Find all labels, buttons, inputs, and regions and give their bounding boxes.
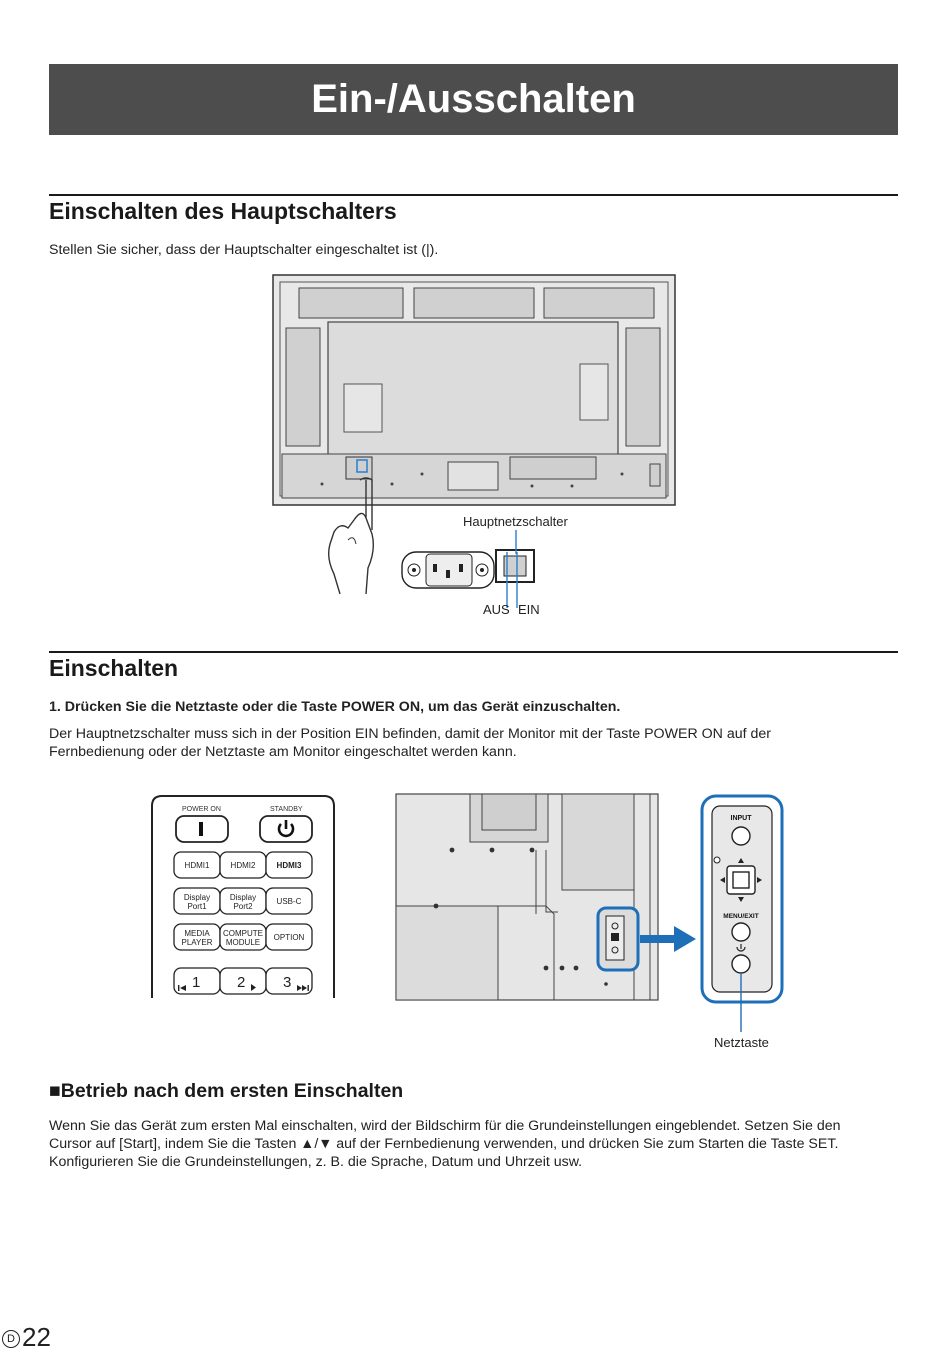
remote-btn-compute-line2: MODULE: [225, 938, 261, 947]
label-power-key: Netztaste: [714, 1035, 769, 1050]
page-letter: D: [2, 1330, 20, 1348]
page-number-value: 22: [22, 1322, 51, 1352]
remote-btn-1: 1: [192, 974, 201, 991]
remote-btn-usbc: USB-C: [276, 897, 302, 906]
page-title: Ein-/Ausschalten: [311, 77, 636, 121]
label-main-switch: Hauptnetzschalter: [463, 514, 568, 529]
section-heading: ■Betrieb nach dem ersten Einschalten: [49, 1080, 404, 1102]
label-off: AUS: [483, 602, 510, 617]
page-title-banner: [49, 64, 898, 135]
arrow-right-icon: [640, 924, 698, 954]
section-text-line: Konfigurieren Sie die Grundeinstellungen, z. B. die Sprache, Datum und Uhrzeit usw.: [49, 1154, 583, 1170]
switch-pointer-line: [514, 530, 518, 554]
remote-btn-3: 3: [283, 974, 292, 991]
remote-label-power-on: POWER ON: [182, 806, 221, 813]
monitor-back-illustration: [272, 274, 677, 508]
panel-label-menu: MENU/EXIT: [723, 913, 759, 920]
hand-pointer-icon: [322, 478, 378, 596]
section-heading: Einschalten: [49, 655, 179, 681]
remote-btn-2: 2: [237, 974, 246, 991]
remote-label-standby: STANDBY: [270, 806, 303, 813]
remote-btn-dp2-line1: Display: [229, 893, 257, 902]
section-rule: [49, 194, 898, 196]
section-text: Stellen Sie sicher, dass der Hauptschalter eingeschaltet ist (|).: [49, 242, 439, 258]
panel-label-input: INPUT: [730, 815, 752, 822]
label-on: EIN: [518, 602, 540, 617]
section-text-line: Cursor auf [Start], indem Sie die Tasten ▲/▼ auf der Fernbedienung verwenden, und drücken Sie zum Starten die Taste SET.: [49, 1136, 839, 1152]
monitor-closeup-illustration: [396, 794, 658, 1000]
remote-control-illustration: [150, 794, 336, 1000]
remote-btn-dp1-line1: Display: [183, 893, 211, 902]
control-panel-illustration: [700, 794, 784, 1004]
section-text-line: Fernbedienung oder der Netztaste am Monitor eingeschaltet werden kann.: [49, 744, 517, 760]
power-socket-switch-illustration: [400, 540, 545, 600]
section-heading: Einschalten des Hauptschalters: [49, 198, 397, 224]
step-instruction: 1. Drücken Sie die Netztaste oder die Taste POWER ON, um das Gerät einzuschalten.: [49, 699, 621, 715]
remote-btn-media-line2: PLAYER: [181, 938, 213, 947]
remote-btn-option: OPTION: [273, 933, 305, 942]
remote-btn-media-line1: MEDIA: [184, 929, 210, 938]
remote-btn-hdmi1: HDMI1: [184, 861, 210, 870]
section-text-line: Wenn Sie das Gerät zum ersten Mal einschalten, wird der Bildschirm für die Grundeinstellungen eingeblendet. Setzen Sie den: [49, 1118, 841, 1134]
section-text-line: Der Hauptnetzschalter muss sich in der Position EIN befinden, damit der Monitor mit der Taste POWER ON auf der: [49, 726, 772, 742]
section-rule: [49, 651, 898, 653]
power-key-pointer-line: [740, 1002, 742, 1032]
remote-btn-compute-line1: COMPUTE: [223, 929, 263, 938]
remote-btn-dp1-line2: Port1: [187, 902, 207, 911]
remote-btn-dp2-line2: Port2: [233, 902, 253, 911]
remote-btn-hdmi3: HDMI3: [276, 861, 302, 870]
page-number: [2, 1322, 51, 1353]
remote-btn-hdmi2: HDMI2: [230, 861, 256, 870]
